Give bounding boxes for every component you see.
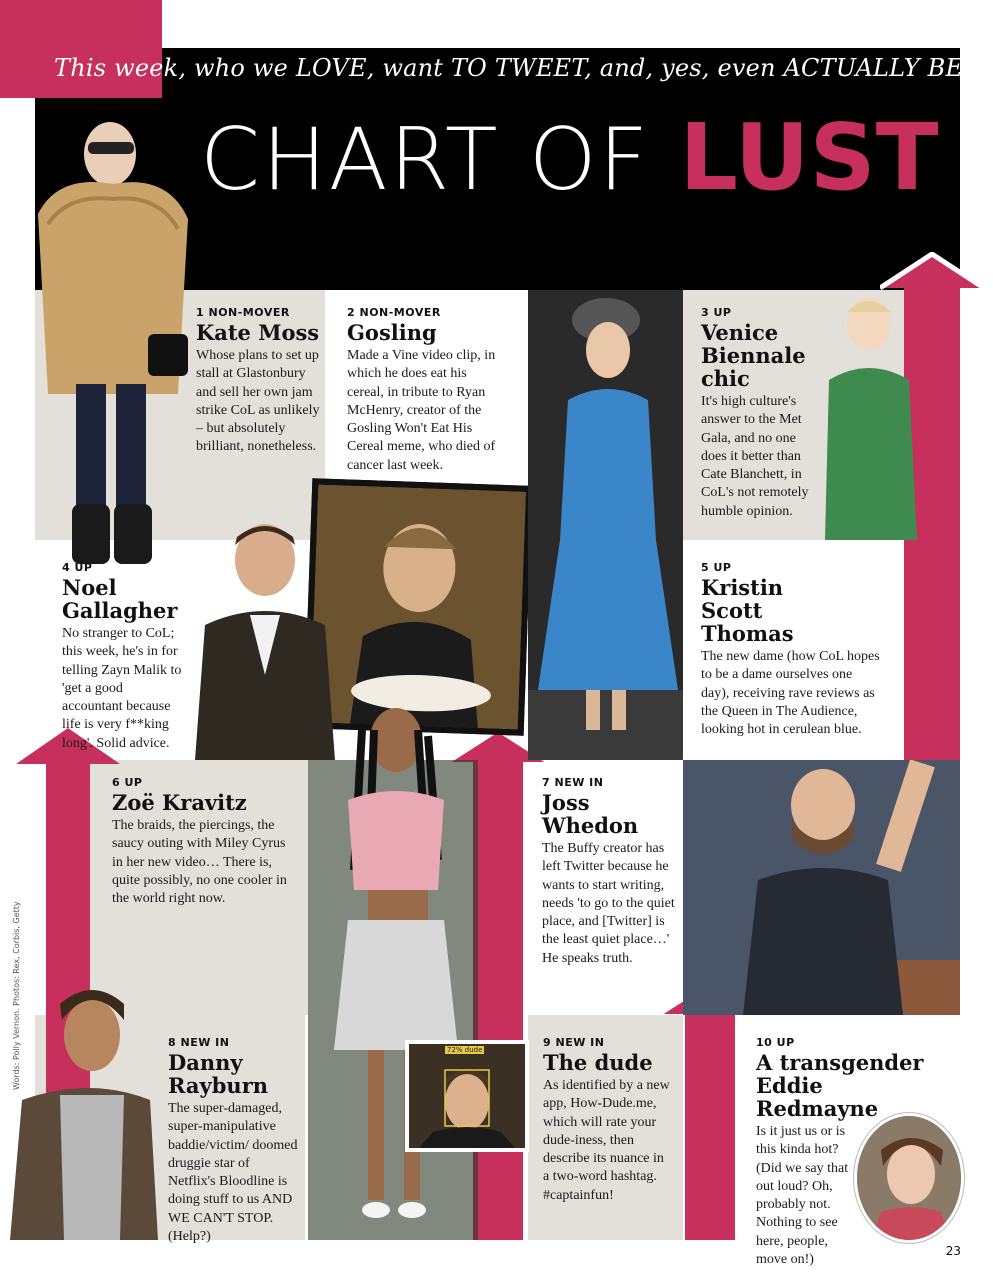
danny-rayburn-photo bbox=[0, 980, 160, 1240]
entry-body: The super-damaged, super-manipulative baddie/victim/ doomed druggie star of Netflix's Bloodline is doing stuff to us AND WE CAN'T STOP. (Help?) bbox=[168, 1101, 298, 1245]
photo-credit: Words: Polly Vernon. Photos: Rex, Corbis, Getty bbox=[12, 901, 21, 1090]
entry-body: It's high culture's answer to the Met Gala, and no one does it better than Cate Blanchett, in CoL's not remotely humble opinion. bbox=[701, 394, 809, 519]
entry-rank: 5 UP bbox=[701, 561, 732, 574]
eddie-redmayne-photo bbox=[854, 1113, 964, 1243]
entry-name: Joss Whedon bbox=[542, 790, 639, 838]
entry-body: Made a Vine video clip, in which he does eat his cereal, in tribute to Ryan McHenry, creator of the Gosling Won't Eat His Cereal meme, who died of cancer last week. bbox=[347, 348, 496, 473]
entry-name: Danny Rayburn bbox=[168, 1050, 269, 1098]
entry-name: Kristin Scott Thomas bbox=[701, 575, 794, 646]
entry-name: The dude bbox=[543, 1050, 653, 1075]
entry-1 bbox=[196, 306, 320, 457]
entry-body: The new dame (how CoL hopes to be a dame ourselves one day), receiving rave reviews as the Queen in The Audience, looking hot in cerulean blue. bbox=[701, 649, 880, 738]
entry-rank: 10 UP bbox=[756, 1036, 795, 1049]
entry-rank: 9 NEW IN bbox=[543, 1036, 605, 1049]
kate-moss-photo bbox=[28, 104, 198, 574]
entry-body: The Buffy creator has left Twitter because he wants to start writing, needs 'to go to the quiet place, and [Twitter] is the least quiet place…' He speaks truth. bbox=[542, 841, 675, 966]
entry-body: Whose plans to set up stall at Glastonbury and sell her own jam strike CoL as unlikely – but absolutely brilliant, nonetheless. bbox=[196, 348, 320, 455]
entry-name: Noel Gallagher bbox=[62, 575, 178, 623]
zoe-kravitz-photo bbox=[308, 690, 478, 1240]
entry-rank: 3 UP bbox=[701, 306, 732, 319]
dude-badge: 72% dude bbox=[447, 1046, 483, 1054]
entry-body: No stranger to CoL; this week, he's in for telling Zayn Malik to 'get a good accountant because life is very f**king long'. Solid advice. bbox=[62, 626, 182, 751]
title-thin: CHART OF bbox=[200, 110, 680, 210]
cate-blanchett-photo bbox=[805, 290, 925, 540]
entry-rank: 7 NEW IN bbox=[542, 776, 604, 789]
header-strap: This week, who we LOVE, want TO TWEET, and, yes, even ACTUALLY BE bbox=[54, 54, 964, 82]
entry-body: Is it just us or is this kinda hot? (Did we say that out loud? Oh, probably not. Nothing to see here, people, move on!) bbox=[756, 1124, 849, 1268]
entry-name: Kate Moss bbox=[196, 320, 320, 345]
entry-4 bbox=[62, 561, 184, 753]
kristin-scott-thomas-photo bbox=[528, 290, 683, 760]
entry-body: The braids, the piercings, the saucy outing with Miley Cyrus in her new video… There is, quite possibly, no one cooler in the world right now. bbox=[112, 818, 287, 907]
entry-rank: 4 UP bbox=[62, 561, 93, 574]
entry-rank: 2 NON-MOVER bbox=[347, 306, 441, 319]
entry-7 bbox=[542, 776, 676, 968]
entry-name: A transgender Eddie Redmayne bbox=[756, 1050, 924, 1121]
entry-5 bbox=[701, 561, 881, 739]
entry-6 bbox=[112, 776, 288, 908]
entry-8 bbox=[168, 1036, 298, 1246]
page-number: 23 bbox=[945, 1244, 961, 1258]
header-accent-tab bbox=[0, 0, 162, 98]
entry-rank: 6 UP bbox=[112, 776, 143, 789]
the-dude-photo bbox=[405, 1040, 529, 1152]
page-title bbox=[200, 104, 939, 211]
entry-9 bbox=[543, 1036, 673, 1205]
entry-name: Zoë Kravitz bbox=[112, 790, 247, 815]
entry-rank: 1 NON-MOVER bbox=[196, 306, 290, 319]
arrow-bottom-right bbox=[660, 980, 760, 1240]
entry-rank: 8 NEW IN bbox=[168, 1036, 230, 1049]
entry-name: Venice Biennale chic bbox=[701, 320, 806, 391]
title-bold: LUST bbox=[679, 104, 939, 211]
entry-3 bbox=[701, 306, 819, 521]
entry-10 bbox=[756, 1036, 924, 1269]
entry-2 bbox=[347, 306, 507, 475]
entry-name: Gosling bbox=[347, 320, 437, 345]
entry-body: As identified by a new app, How-Dude.me, which will rate your dude-iness, then describe its nuance in a two-word hashtag. #captainfun! bbox=[543, 1078, 670, 1203]
joss-whedon-photo bbox=[683, 760, 960, 1015]
